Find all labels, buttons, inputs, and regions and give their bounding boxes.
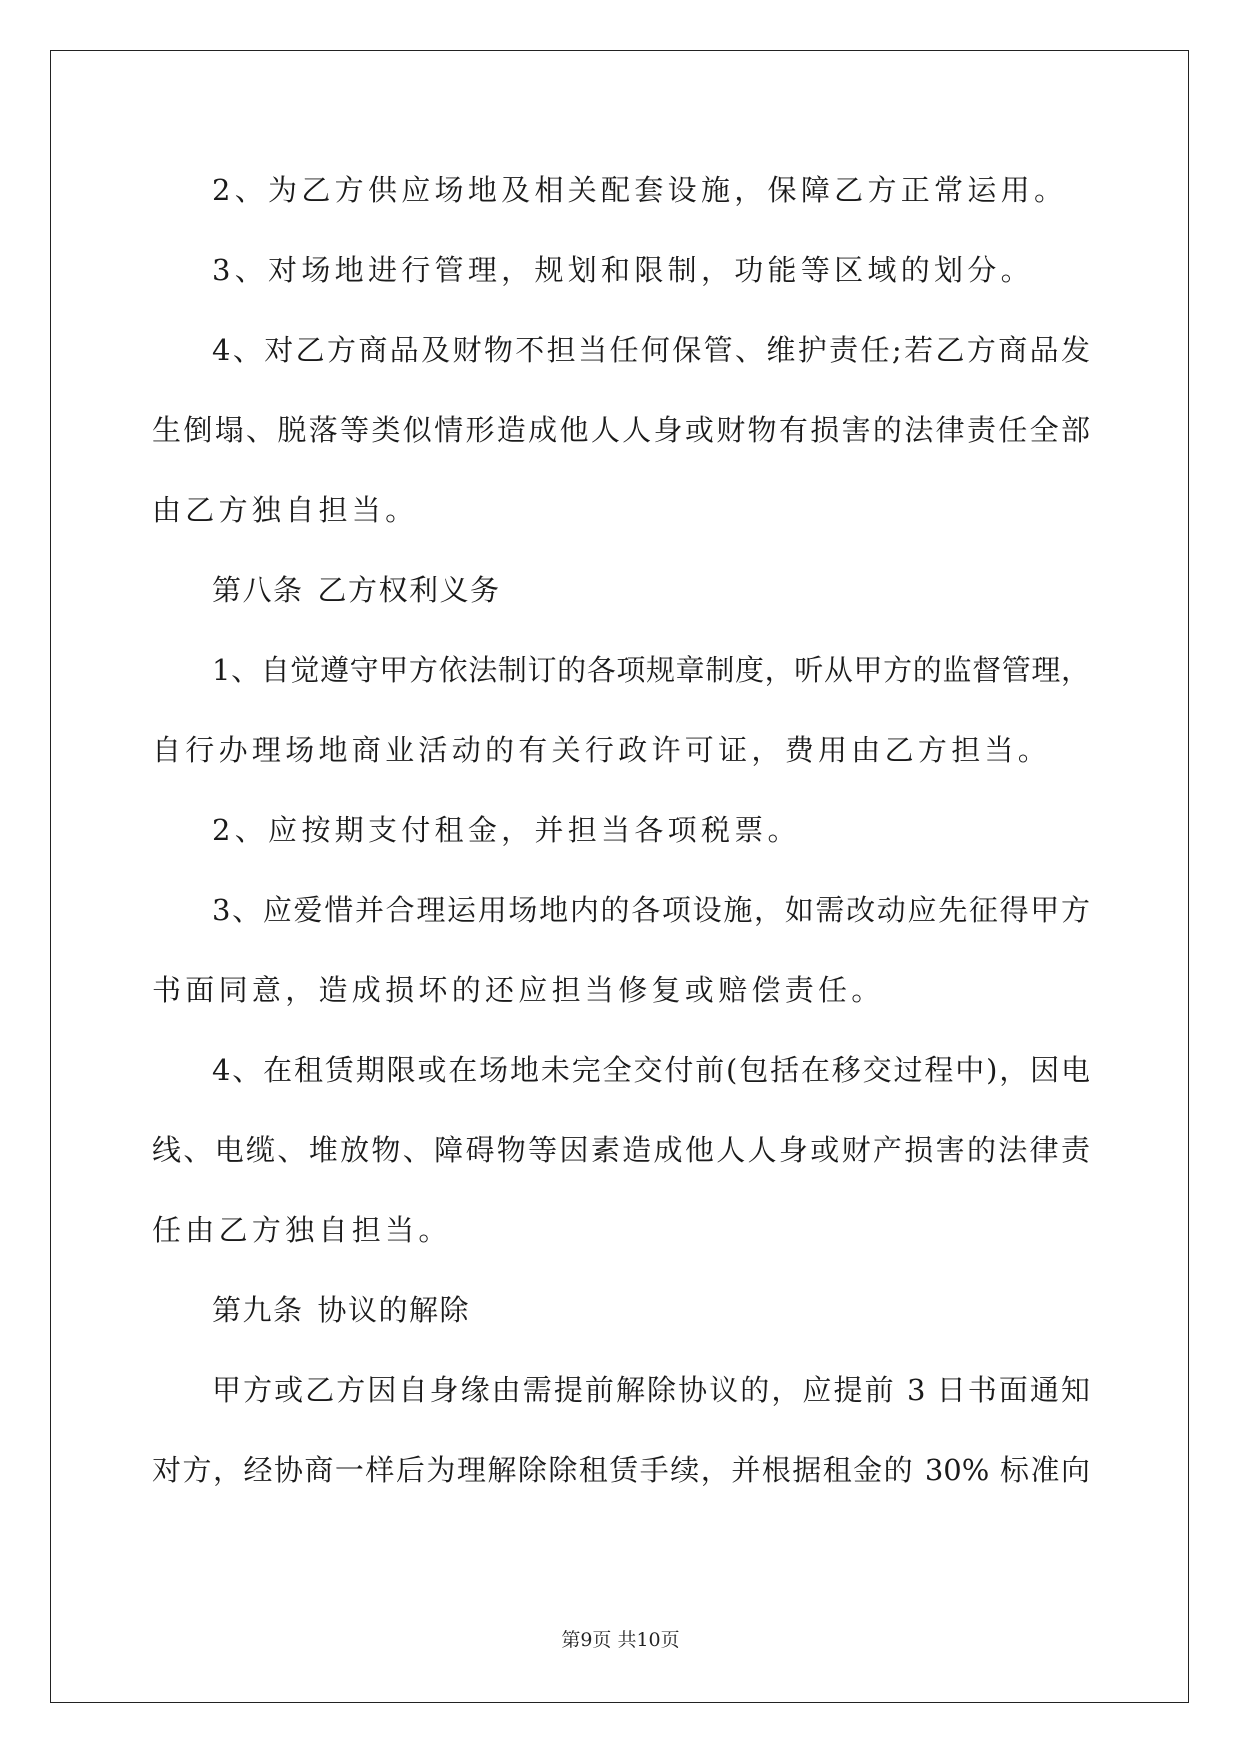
paragraph-line: 4、在租赁期限或在场地未完全交付前(包括在移交过程中)，因电 (212, 1053, 1090, 1087)
paragraph-line: 线、电缆、堆放物、障碍物等因素造成他人人身或财产损害的法律责 (152, 1133, 1090, 1167)
paragraph-line: 2、为乙方供应场地及相关配套设施，保障乙方正常运用。 (212, 173, 1068, 207)
paragraph-line: 自行办理场地商业活动的有关行政许可证，费用由乙方担当。 (152, 733, 1052, 767)
section-title: 协议的解除 (317, 1293, 471, 1327)
paragraph-line: 由乙方独自担当。 (152, 493, 419, 527)
paragraph-line: 书面同意，造成损坏的还应担当修复或赔偿责任。 (152, 973, 885, 1007)
paragraph-line: 3、应爱惜并合理运用场地内的各项设施，如需改动应先征得甲方 (212, 893, 1090, 927)
page-number-footer: 第9页 共10页 (561, 1629, 680, 1651)
paragraph-line: 任由乙方独自担当。 (152, 1213, 452, 1247)
document-body (152, 161, 1090, 1521)
paragraph-line: 1、自觉遵守甲方依法制订的各项规章制度，听从甲方的监督管理， (212, 653, 1090, 687)
paragraph-line: 对方，经协商一样后为理解除除租赁手续，并根据租金的 30% 标准向 (152, 1453, 1090, 1487)
paragraph-line: 生倒塌、脱落等类似情形造成他人人身或财物有损害的法律责任全部 (152, 413, 1090, 447)
paragraph-line: 3、对场地进行管理，规划和限制，功能等区域的划分。 (212, 253, 1034, 287)
section-heading (152, 561, 1090, 641)
section-title: 乙方权利义务 (317, 573, 501, 607)
paragraph-line: 甲方或乙方因自身缘由需提前解除协议的，应提前 3 日书面通知 (212, 1373, 1090, 1407)
section-number: 第八条 (212, 573, 304, 607)
section-number: 第九条 (212, 1293, 304, 1327)
paragraph-line: 4、对乙方商品及财物不担当任何保管、维护责任;若乙方商品发 (212, 333, 1090, 367)
paragraph-line: 2、应按期支付租金，并担当各项税票。 (212, 813, 801, 847)
section-heading (152, 1281, 1090, 1361)
